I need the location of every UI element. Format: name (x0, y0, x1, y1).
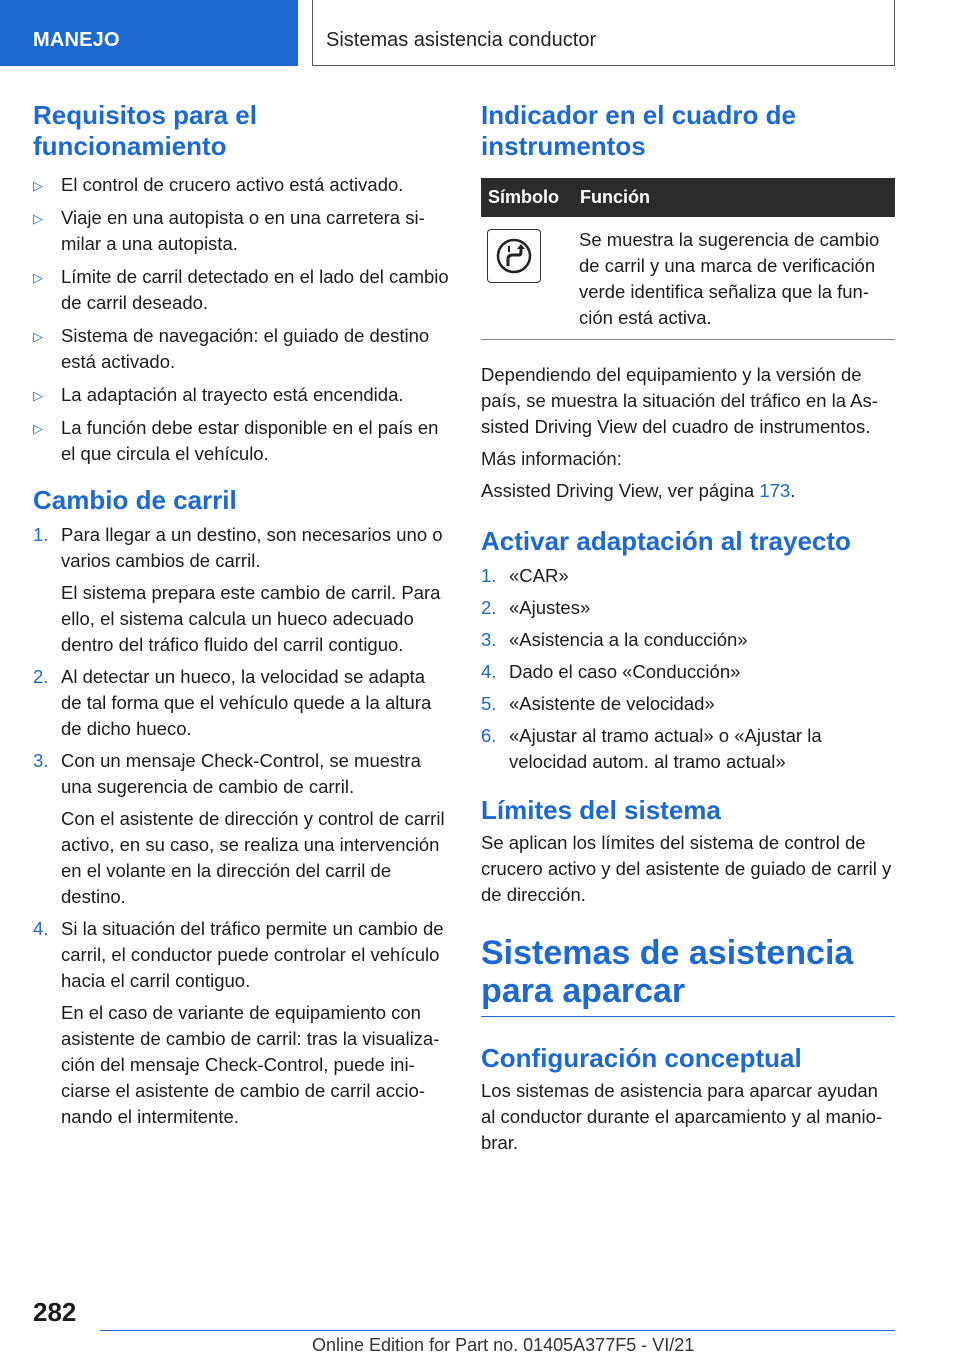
reference-paragraph: Assisted Driving View, ver página 173. (481, 480, 796, 501)
limits-heading: Límites del sistema (481, 795, 721, 825)
lane-change-heading: Cambio de carril (33, 485, 237, 515)
section-divider (481, 1016, 895, 1017)
list-item: ▷ La adaptación al trayecto está encendida. (33, 382, 450, 408)
page-number: 282 (33, 1297, 77, 1327)
list-item: 6. «Ajustar al tramo actual» o «Ajustar la velocidad autom. al tramo actual» (481, 725, 822, 772)
triangle-bullet-icon: ▷ (33, 388, 43, 403)
function-column-header: Función (573, 178, 895, 217)
concept-heading: Configuración conceptual (481, 1043, 802, 1073)
triangle-bullet-icon: ▷ (33, 421, 43, 436)
right-column (481, 100, 895, 1156)
symbol-column-header: Símbolo (481, 178, 573, 217)
list-item: 2. Al detectar un hueco, la velocidad se adapta de tal forma que el vehículo quede a la altura de dicho hueco. (33, 666, 432, 739)
page-reference-link[interactable]: 173 (759, 480, 791, 501)
chapter-label: Sistemas asistencia conductor (326, 29, 597, 51)
symbol-cell (481, 217, 573, 340)
function-cell: Se muestra la sugerencia de cambio de carril y una marca de verificación verde identifica señaliza que la función está activa. (573, 217, 895, 340)
list-item: ▷ Viaje en una autopista o en una carretera similar a una autopista. (33, 207, 425, 254)
activate-steps (481, 563, 895, 775)
triangle-bullet-icon: ▷ (33, 211, 43, 226)
list-item: 1. «CAR» (481, 565, 569, 586)
indicator-table (481, 178, 895, 340)
list-item: 2. «Ajustes» (481, 597, 591, 618)
list-item: ▷ El control de crucero activo está activado. (33, 172, 450, 198)
left-column (33, 100, 450, 1136)
limits-paragraph: Se aplican los límites del sistema de control de crucero activo y del asistente de guiado de carril y de dirección. (481, 832, 892, 905)
list-item: 5. «Asistente de velocidad» (481, 693, 715, 714)
list-item: 3. Con un mensaje Check-Control, se muestra una sugerencia de cambio de carril. Con el asistente de dirección y control de carril activo, en su caso, se realiza una intervención en el volante en la dirección del carril de destino. (33, 750, 445, 907)
triangle-bullet-icon: ▷ (33, 270, 43, 285)
list-item: ▷ Sistema de navegación: el guiado de destino está activado. (33, 325, 430, 372)
chapter-header (312, 0, 895, 66)
lane-change-suggestion-icon (487, 229, 541, 283)
list-item: 4. Dado el caso «Conducción» (481, 661, 741, 682)
parking-assist-heading: Sistemas de asistencia para aparcar (481, 934, 854, 1010)
more-info-label: Más información: (481, 448, 622, 469)
requirements-heading: Requisitos para el funcionamiento (33, 100, 257, 161)
footer-divider (100, 1330, 895, 1331)
requirements-list (33, 172, 450, 467)
table-row (481, 217, 895, 340)
list-item: 1. Para llegar a un destino, son necesarios uno o varios cambios de carril. El sistema prepara este cambio de carril. Para ello, el sistema calcula un hueco adecuado dentro del tráfico fluido del carril contiguo. (33, 524, 443, 655)
activate-heading: Activar adaptación al trayecto (481, 526, 851, 556)
section-tab (0, 0, 298, 66)
triangle-bullet-icon: ▷ (33, 178, 43, 193)
concept-paragraph: Los sistemas de asistencia para aparcar ayudan al conductor durante el aparcamiento y al maniobrar. (481, 1080, 883, 1153)
list-item: 3. «Asistencia a la conducción» (481, 629, 748, 650)
lane-change-steps (33, 522, 450, 1130)
section-label: MANEJO (33, 29, 120, 51)
list-item: 4. Si la situación del tráfico permite un cambio de carril, el conductor puede controlar el vehículo hacia el carril contiguo. En el caso de variante de equipamiento con asistente de cambio de carril: tras la visualización del mensaje Check-Control, puede iniciarse el asistente de cambio de carril accionando el intermitente. (33, 918, 444, 1127)
indicator-heading: Indicador en el cuadro de instrumentos (481, 100, 796, 161)
triangle-bullet-icon: ▷ (33, 329, 43, 344)
edition-label: Online Edition for Part no. 01405A377F5 - VI/21 (312, 1335, 695, 1355)
list-item: ▷ La función debe estar disponible en el país en el que circula el vehículo. (33, 417, 439, 464)
instrument-cluster-paragraph: Dependiendo del equipamiento y la versión de país, se muestra la situación del tráfico en la Assisted Driving View del cuadro de instrumentos. (481, 364, 878, 437)
list-item: ▷ Límite de carril detectado en el lado del cambio de carril deseado. (33, 266, 449, 313)
